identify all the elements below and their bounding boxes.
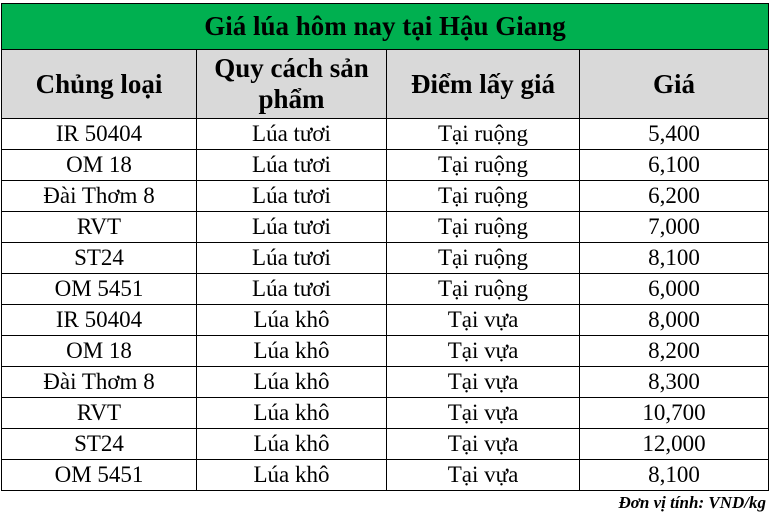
table-row [2,274,769,305]
table-row [2,460,769,491]
price-point-cell: Tại ruộng [387,243,580,274]
price-cell: 6,000 [580,274,769,305]
price-cell: 8,300 [580,367,769,398]
price-point-cell: Tại ruộng [387,212,580,243]
variety-cell: IR 50404 [2,119,197,150]
header-price: Giá [580,50,769,119]
unit-note: Đơn vị tính: VND/kg [618,493,766,512]
table-row [2,181,769,212]
price-cell: 6,200 [580,181,769,212]
product-spec-cell: Lúa tươi [197,274,387,305]
price-cell: 8,100 [580,243,769,274]
price-point-cell: Tại ruộng [387,119,580,150]
price-cell: 8,100 [580,460,769,491]
product-spec-cell: Lúa khô [197,460,387,491]
price-point-cell: Tại vựa [387,460,580,491]
table-row [2,367,769,398]
product-spec-cell: Lúa tươi [197,119,387,150]
price-point-cell: Tại ruộng [387,274,580,305]
price-cell: 6,100 [580,150,769,181]
price-point-cell: Tại vựa [387,398,580,429]
table-row [2,150,769,181]
price-cell: 5,400 [580,119,769,150]
table-row [2,429,769,460]
price-point-cell: Tại vựa [387,305,580,336]
variety-cell: Đài Thơm 8 [2,367,197,398]
header-row [2,50,769,119]
product-spec-cell: Lúa tươi [197,212,387,243]
rice-price-table [1,3,769,491]
price-point-cell: Tại vựa [387,429,580,460]
table-body [2,119,769,491]
table-title: Giá lúa hôm nay tại Hậu Giang [2,4,769,50]
variety-cell: OM 5451 [2,274,197,305]
table-row [2,243,769,274]
price-cell: 10,700 [580,398,769,429]
variety-cell: OM 18 [2,150,197,181]
product-spec-cell: Lúa tươi [197,243,387,274]
product-spec-cell: Lúa khô [197,336,387,367]
table-row [2,398,769,429]
price-point-cell: Tại vựa [387,336,580,367]
table-row [2,305,769,336]
product-spec-cell: Lúa khô [197,367,387,398]
table-row [2,212,769,243]
header-price-point: Điểm lấy giá [387,50,580,119]
price-cell: 12,000 [580,429,769,460]
price-cell: 8,000 [580,305,769,336]
header-variety: Chủng loại [2,50,197,119]
variety-cell: ST24 [2,429,197,460]
table-row [2,119,769,150]
variety-cell: RVT [2,212,197,243]
variety-cell: ST24 [2,243,197,274]
table-row [2,336,769,367]
product-spec-cell: Lúa khô [197,429,387,460]
variety-cell: OM 18 [2,336,197,367]
price-point-cell: Tại vựa [387,367,580,398]
header-product-spec: Quy cách sản phẩm [197,50,387,119]
price-cell: 8,200 [580,336,769,367]
variety-cell: OM 5451 [2,460,197,491]
product-spec-cell: Lúa khô [197,398,387,429]
variety-cell: IR 50404 [2,305,197,336]
price-point-cell: Tại ruộng [387,181,580,212]
variety-cell: RVT [2,398,197,429]
price-cell: 7,000 [580,212,769,243]
product-spec-cell: Lúa tươi [197,150,387,181]
product-spec-cell: Lúa khô [197,305,387,336]
price-point-cell: Tại ruộng [387,150,580,181]
variety-cell: Đài Thơm 8 [2,181,197,212]
product-spec-cell: Lúa tươi [197,181,387,212]
